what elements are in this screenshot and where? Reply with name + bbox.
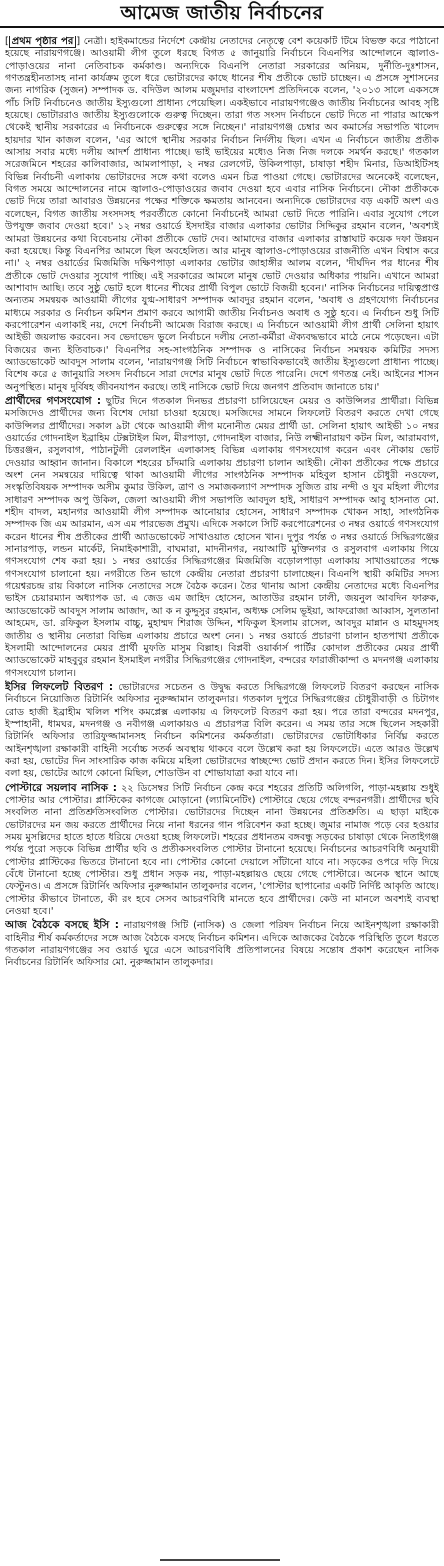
paragraph-2: [5, 395, 439, 680]
headline: আমেজ জাতীয় নির্বাচনের: [0, 0, 444, 26]
continuation-tag: প্রথম পৃষ্ঠার পর: [9, 36, 77, 48]
paragraph-text: ২২ ডিসেম্বর সিটি নির্বাচন কেন্দ্র করে শহরের প্রতিটি অলিগলি, পাড়া-মহল্লায় শুধুই পোস্টার আর পোস্টার। প্লাস্টিকের কাগজে মোড়ানো (ল্যামিনেটিং) পোস্টারে ছেয়ে গেছে বন্দরনগরী। প্রার্থীদের ছবি সংবলিত নানা প্রতিশ্রুতিসংবলিত পোস্টার। ভোটারদের দিচ্ছেন নানা উন্নয়নের প্রতিশ্রুতি। এ ছাড়া মাইকে ভোটারদের মন জয় করতে প্রার্থীদের নিয়ে নানা ধরনের গান পরিবেশন করা হচ্ছে। জুমার নামাজ পড়ে বের হওয়ার সময় মুসল্লিদের হাতে হাতে ধরিয়ে দেওয়া হচ্ছে লিফলেট। শহরের প্রধানতম বঙ্গবন্ধু সড়কের চাষাড়া থেকে নিতাইগঞ্জ পর্যন্ত পুরো সড়কে বিভিন্ন প্রার্থীর ছবি ও প্রতীকসংবলিত পোস্টার টানানো হয়েছে। নির্বাচনের আচরণবিধি অনুযায়ী পোস্টার প্লাস্টিকের ভিতরে টানানো হবে না। পোস্টার কোনো দেয়ালে সাঁটানো যাবে না। সড়কের ওপরে দড়ি দিয়ে বেঁধে টানানো হচ্ছে পোস্টার। শুধু প্রধান সড়ক নয়, পাড়া-মহল্লায়ও ছেয়ে গেছে পোস্টারে। অনেক স্থানে আছে ফেস্টুনও। এ প্রসঙ্গে রিটার্নিং অফিসার নুরুজ্জামান তালুকদার বলেন, 'পোস্টার ছাপানোর একটি নির্দিষ্ট আকৃতি আছে। পোস্টার কীভাবে টানাতে, কী রং হবে সেসব আচরণবিধি মানতে হবে প্রার্থীদের। কেউ না মানলে অবশ্যই ব্যবস্থা নেওয়া হবে।': [5, 782, 439, 918]
section-lead-leaflet: ইসির লিফলেট বিতরণ :: [5, 680, 114, 693]
paragraph-text: ভোটারদের সচেতন ও উদ্বুদ্ধ করতে সিদ্ধিরগঞ্জে লিফলেট বিতরণ করছেন নাসিক নির্বাচনে নিয়োজিত রিটার্নিং অফিসার নুরুজ্জামান তালুকদার। গতকাল দুপুরে সিদ্ধিরগঞ্জের চৌধুরীবাড়ী ও চিটাগং রোড হাজী ইব্রাহীম খলিল শপিং কমপ্লেক্স এলাকায় এ লিফলেট বিতরণ করা হয়। পরে তারা বন্দরের মদনপুর, ইস্পাহানী, ধামঘর, মদনগঞ্জ ও নবীগঞ্জ এলাকায়ও এ প্রচারপত্র বিলি করেন। এ সময় তার সঙ্গে ছিলেন সহকারী রিটার্নিং অফিসার তারিফুজ্জামানসহ নির্বাচন কমিশনের কর্মকর্তারা। ভোটারদের ভোটাধিকার নির্বিঘ্ন করতে আইনশৃঙ্খলা রক্ষাকারী বাহিনী সর্বোচ্চ সতর্ক অবস্থায় থাকবে বলে উল্লেখ করা হয় লিফলেটে। এতে আরও উল্লেখ করা হয়, ভোটের দিন সাংসারিক কাজ কমিয়ে মহিলা ভোটারদের স্বাচ্ছন্দ্যে ভোট প্রদান করতে দিন। ইসির লিফলেটে বলা হয়, ভোটের আগে কোনো মিছিল, শোডাউন বা শোভাযাত্রা করা যাবে না।: [5, 681, 439, 780]
paragraph-text: নারায়ণগঞ্জ সিটি (নাসিক) ও জেলা পরিষদ নির্বাচন নিয়ে আইনশৃঙ্খলা রক্ষাকারী বাহিনীর শীর্ষ কর্মকর্তাদের সঙ্গে আজ বৈঠকে বসছে নির্বাচন কমিশন। এদিকে আজকের বৈঠকে পরিস্থিতি তুলে ধরতে গতকাল নারায়ণগঞ্জের সব ওয়ার্ড ঘুরে এসে আচরণবিধি প্রতিপালনের বিষয়ে সন্তোষ প্রকাশ করেছেন নাসিক নির্বাচনের রিটার্নিং অফিসার মো. নুরুজ্জামান তালুকদার।: [5, 920, 439, 969]
paragraph-4: [5, 782, 439, 919]
section-lead-meeting: আজ বৈঠকে বসছে ইসি :: [5, 919, 119, 932]
article-body: [5, 36, 439, 1556]
bottom-rule: [160, 1559, 280, 1561]
paragraph-1: [ প্রথম পৃষ্ঠার পর ] নেত্রী। হাইকমান্ডের নির্দেশে কেন্দ্রীয় নেতাদের নেতৃত্বে বেশ কয়েকটি টিমে বিভক্ত করে পাঠানো হয়েছে নারায়ণগঞ্জে। আওয়ামী লীগ তুলে ধরছে বিগত ৫ জানুয়ারি নির্বাচনে বিএনপির আন্দোলনে জ্বালাও-পোড়াওয়ের নানা নেতিবাচক কর্মকাণ্ড। অন্যদিকে বিএনপি নেতারা সরকারের অনিয়ম, দুর্নীতি-দুঃশাসন, গণতন্ত্রহীনতাসহ নানা কার্যক্রম তুলে ধরে ভোটারদের কাছে ধানের শীষ প্রতীকে ভোট চাচ্ছেন। এ প্রসঙ্গে সুশাসনের জন্য নাগরিক (সুজন) সম্পাদক ড. বদিউল আলম মজুমদার বাংলাদেশ প্রতিদিনকে বলেন, '২০১৩ সালে একসঙ্গে পাঁচ সিটি নির্বাচনেও জাতীয় ইস্যুগুলো প্রাধান্য পেয়েছিল। একইভাবে নারায়ণগঞ্জেও জাতীয় নির্বাচনের আবহ সৃষ্টি হয়েছে। ভোটাররাও জাতীয় ইস্যুগুলোকে গুরুত্ব দিচ্ছেন। তারা গত সংসদ নির্বাচনে ভোট দিতে না পারার আক্ষেপ থেকেই স্থানীয় সরকারের এ নির্বাচনকে গুরুত্বের সঙ্গে নিচ্ছেন।' নারায়ণগঞ্জ চেম্বার অব কমার্সের সভাপতি খালেদ হায়দার খান কাজল বলেন, 'এর আগে স্থানীয় সরকার নির্বাচন নির্দলীয় ছিল। এখন এ নির্বাচনে জাতীয় প্রতীক আসায় সবার মধ্যে দলীয় আদর্শ প্রাধান্য পাচ্ছে। ভাই ভাইয়ের মধ্যেও নিজ নিজ দলকে সমর্থন করছে।' গতকাল সরেজমিনে শহরের কালিবাজার, আমলাপাড়া, ২ নম্বর রেলগেট, উকিলপাড়া, চাষাড়া শহীদ মিনার, ডিআইটিসহ বিভিন্ন নির্বাচনী এলাকায় ভোটারদের সঙ্গে কথা বলেও এমন চিত্র পাওয়া গেছে। ভোটারদের অনেকেই বলেছেন, বিগত সময়ে আন্দোলনের নামে জ্বালাও-পোড়াওয়ের জবাব দেওয়া হবে এবার নাসিক নির্বাচনে। নৌকা প্রতীককে ভোট দিয়ে তারা আবারও উন্নয়নের পক্ষের শক্তিকে ক্ষমতায় আনবেন। অন্যদিকে ভোটারদের বড় একটি অংশ এও বলেছেন, বিগত জাতীয় সংসদসহ পরবর্তীতে কোনো নির্বাচনেই আমরা ভোট দিতে পারিনি। এবার সুযোগ পেলে উপযুক্ত জবাব দেওয়া হবে।' ১২ নম্বর ওয়ার্ডে ইসদাইর বাজার এলাকার ভোটার সিদ্দিকুর রহমান বলেন, 'অবশ্যই আমরা উন্নয়নের কথা বিবেচনায় নৌকা প্রতীকে ভোট দেব। আমাদের বাজার এলাকার রাস্তাঘাট কয়েক দফা উন্নয়ন করা হয়েছে। কিন্তু বিএনপির আমলে ছিল অবহেলিত। আর মানুষ জ্বালাও-পোড়াওয়ের রাজনীতি এখন বিশ্বাস করে না।' ২ নম্বর ওয়ার্ডের মিজমিজি দক্ষিণপাড়া এলাকার ভোটার জাহাঙ্গীর আলম বলেন, 'দীর্ঘদিন পর ধানের শীষ প্রতীকে ভোট দেওয়ার সুযোগ পাচ্ছি। এই সরকারের আমলে মানুষ ভোট দেওয়ার অধিকার পায়নি। এখানে আমরা আশাবাদ আছি। তবে সুষ্ঠু ভোট হলে ধানের শীষের প্রার্থী বিপুল ভোটে বিজয়ী হবেন।' নাসিক নির্বাচনের দায়িত্বপ্রাপ্ত অন্যতম সমন্বয়ক আওয়ামী লীগের যুগ্ম-সাধারণ সম্পাদক আবদুর রহমান বলেন, 'অবাধ ও গ্রহণযোগ্য নির্বাচনের মাধ্যমে সরকার ও নির্বাচন কমিশন প্রমাণ করবে আগামী জাতীয় নির্বাচনও অবাধ ও সুষ্ঠু হবে। এ নির্বাচন শুধু সিটি করপোরেশন এলাকাই নয়, দেশে নির্বাচনী আমেজ বিরাজ করছে। এ নির্বাচনে আওয়ামী লীগ প্রার্থী সেলিনা হায়াৎ আইভী জয়লাভ করবেন। সব ভেদাভেদ ভুলে নির্বাচনে দলীয় নেতা-কর্মীরা ঐক্যবদ্ধভাবে মাঠে নেমে পড়েছেন। এটা বিজয়ের জন্য ইতিবাচক।' বিএনপির সহ-সাংগঠনিক সম্পাদক ও নাসিকের নির্বাচন সমন্বয়ক কমিটির সদস্য অ্যাডভোকেট আবদুস সালাম বলেন, 'নারায়ণগঞ্জ সিটি নির্বাচনে স্বাভাবিকভাবেই জাতীয় ইস্যুগুলো প্রাধান্য পাচ্ছে। বিশেষ করে ৫ জানুয়ারি সংসদ নির্বাচনে সারা দেশের মানুষ ভোট দিতে পারেনি। দেশে গণতন্ত্র নেই। আইনের শাসন অনুপস্থিত। মানুষ দুর্বিষহ জীবনযাপন করছে। তাই নাসিকে ভোট দিয়ে জনগণ প্রতিবাদ জানাতে চায়।': [5, 36, 439, 393]
section-lead-poster: পোস্টারে সয়লাব নাসিক :: [5, 781, 117, 794]
paragraph-3: [5, 681, 439, 781]
paragraph-text: নেত্রী। হাইকমান্ডের নির্দেশে কেন্দ্রীয় নেতাদের নেতৃত্বে বেশ কয়েকটি টিমে বিভক্ত করে পাঠানো হয়েছে নারায়ণগঞ্জে। আওয়ামী লীগ তুলে ধরছে বিগত ৫ জানুয়ারি নির্বাচনে বিএনপির আন্দোলনে জ্বালাও-পোড়াওয়ের নানা নেতিবাচক কর্মকাণ্ড। অন্যদিকে বিএনপি নেতারা সরকারের অনিয়ম, দুর্নীতি-দুঃশাসন, গণতন্ত্রহীনতাসহ নানা কার্যক্রম তুলে ধরে ভোটারদের কাছে ধানের শীষ প্রতীকে ভোট চাচ্ছেন। এ প্রসঙ্গে সুশাসনের জন্য নাগরিক (সুজন) সম্পাদক ড. বদিউল আলম মজুমদার বাংলাদেশ প্রতিদিনকে বলেন, '২০১৩ সালে একসঙ্গে পাঁচ সিটি নির্বাচনেও জাতীয় ইস্যুগুলো প্রাধান্য পেয়েছিল। একইভাবে নারায়ণগঞ্জেও জাতীয় নির্বাচনের আবহ সৃষ্টি হয়েছে। ভোটাররাও জাতীয় ইস্যুগুলোকে গুরুত্ব দিচ্ছেন। তারা গত সংসদ নির্বাচনে ভোট দিতে না পারার আক্ষেপ থেকেই স্থানীয় সরকারের এ নির্বাচনকে গুরুত্বের সঙ্গে নিচ্ছেন।' নারায়ণগঞ্জ চেম্বার অব কমার্সের সভাপতি খালেদ হায়দার খান কাজল বলেন, 'এর আগে স্থানীয় সরকার নির্বাচন নির্দলীয় ছিল। এখন এ নির্বাচনে জাতীয় প্রতীক আসায় সবার মধ্যে দলীয় আদর্শ প্রাধান্য পাচ্ছে। ভাই ভাইয়ের মধ্যেও নিজ নিজ দলকে সমর্থন করছে।' গতকাল সরেজমিনে শহরের কালিবাজার, আমলাপাড়া, ২ নম্বর রেলগেট, উকিলপাড়া, চাষাড়া শহীদ মিনার, ডিআইটিসহ বিভিন্ন নির্বাচনী এলাকায় ভোটারদের সঙ্গে কথা বলেও এমন চিত্র পাওয়া গেছে। ভোটারদের অনেকেই বলেছেন, বিগত সময়ে আন্দোলনের নামে জ্বালাও-পোড়াওয়ের জবাব দেওয়া হবে এবার নাসিক নির্বাচনে। নৌকা প্রতীককে ভোট দিয়ে তারা আবারও উন্নয়নের পক্ষের শক্তিকে ক্ষমতায় আনবেন। অন্যদিকে ভোটারদের বড় একটি অংশ এও বলেছেন, বিগত জাতীয় সংসদসহ পরবর্তীতে কোনো নির্বাচনেই আমরা ভোট দিতে পারিনি। এবার সুযোগ পেলে উপযুক্ত জবাব দেওয়া হবে।' ১২ নম্বর ওয়ার্ডে ইসদাইর বাজার এলাকার ভোটার সিদ্দিকুর রহমান বলেন, 'অবশ্যই আমরা উন্নয়নের কথা বিবেচনায় নৌকা প্রতীকে ভোট দেব। আমাদের বাজার এলাকার রাস্তাঘাট কয়েক দফা উন্নয়ন করা হয়েছে। কিন্তু বিএনপির আমলে ছিল অবহেলিত। আর মানুষ জ্বালাও-পোড়াওয়ের রাজনীতি এখন বিশ্বাস করে না।' ২ নম্বর ওয়ার্ডের মিজমিজি দক্ষিণপাড়া এলাকার ভোটার জাহাঙ্গীর আলম বলেন, 'দীর্ঘদিন পর ধানের শীষ প্রতীকে ভোট দেওয়ার সুযোগ পাচ্ছি। এই সরকারের আমলে মানুষ ভোট দেওয়ার অধিকার পায়নি। এখানে আমরা আশাবাদ আছি। তবে সুষ্ঠু ভোট হলে ধানের শীষের প্রার্থী বিপুল ভোটে বিজয়ী হবেন।' নাসিক নির্বাচনের দায়িত্বপ্রাপ্ত অন্যতম সমন্বয়ক আওয়ামী লীগের যুগ্ম-সাধারণ সম্পাদক আবদুর রহমান বলেন, 'অবাধ ও গ্রহণযোগ্য নির্বাচনের মাধ্যমে সরকার ও নির্বাচন কমিশন প্রমাণ করবে আগামী জাতীয় নির্বাচনও অবাধ ও সুষ্ঠু হবে। এ নির্বাচন শুধু সিটি করপোরেশন এলাকাই নয়, দেশে নির্বাচনী আমেজ বিরাজ করছে। এ নির্বাচনে আওয়ামী লীগ প্রার্থী সেলিনা হায়াৎ আইভী জয়লাভ করবেন। সব ভেদাভেদ ভুলে নির্বাচনে দলীয় নেতা-কর্মীরা ঐক্যবদ্ধভাবে মাঠে নেমে পড়েছেন। এটা বিজয়ের জন্য ইতিবাচক।' বিএনপির সহ-সাংগঠনিক সম্পাদক ও নাসিকের নির্বাচন সমন্বয়ক কমিটির সদস্য অ্যাডভোকেট আবদুস সালাম বলেন, 'নারায়ণগঞ্জ সিটি নির্বাচনে স্বাভাবিকভাবেই জাতীয় ইস্যুগুলো প্রাধান্য পাচ্ছে। বিশেষ করে ৫ জানুয়ারি সংসদ নির্বাচনে সারা দেশের মানুষ ভোট দিতে পারেনি। দেশে গণতন্ত্র নেই। আইনের শাসন অনুপস্থিত। মানুষ দুর্বিষহ জীবনযাপন করছে। তাই নাসিকে ভোট দিয়ে জনগণ প্রতিবাদ জানাতে চায়।': [5, 36, 439, 393]
paragraph-text: ছুটির দিনে গতকাল দিনভর প্রচারণা চালিয়েছেন মেয়র ও কাউন্সিলর প্রার্থীরা। বিভিন্ন মসজিদেও প্রার্থীদের জন্য বিশেষ দোয়া চাওয়া হয়েছে। মসজিদের সামনে লিফলেট বিতরণ করতে দেখা গেছে কাউন্সিলর প্রার্থীদের। সকাল ৯টা থেকে আওয়ামী লীগ মনোনীত মেয়র প্রার্থী ডা. সেলিনা হায়াৎ আইভী ১০ নম্বর ওয়ার্ডের গোদনাইল ইব্রাহিম টেক্সটাইল মিল, মীরপাড়া, গোদনাইল বাজার, নিউ লক্ষ্মীনারায়ণ কটন মিল, আরামবাগ, চিত্তরঞ্জন, রসুলবাগ, পাঠানটুলী রেললাইন এলাকাসহ বিভিন্ন এলাকায় গণসংযোগ করেন এবং নৌকায় ভোট দেওয়ার আহ্বান জানান। বিকালে শহরের চাঁদমারি এলাকায় প্রচারণা চালান আইভী। নৌকা প্রতীকের পক্ষে প্রচারে অংশ নেন সমন্বয়ের দায়িত্বে থাকা আওয়ামী লীগের সাংগঠনিক সম্পাদক মহিবুল হাসান চৌধুরী নওফেল, সংস্কৃতিবিষয়ক সম্পাদক অসীম কুমার উকিল, ত্রাণ ও সমাজকল্যাণ সম্পাদক সুজিত রায় নন্দী ও যুব মহিলা লীগের সাধারণ সম্পাদক অপু উকিল, জেলা আওয়ামী লীগ সভাপতি আবদুল হাই, সাধারণ সম্পাদক আবু হাসনাত মো. শহীদ বাদল, মহানগর আওয়ামী লীগ সম্পাদক আনোয়ার হোসেন, সাধারণ সম্পাদক খোকন সাহা, সাংগঠনিক সম্পাদক জি এম আরমান, এস এম পারভেজ প্রমুখ। এদিকে সকালে সিটি করপোরেশনের ৩ নম্বর ওয়ার্ডে গণসংযোগ করেন ধানের শীষ প্রতীকের প্রার্থী অ্যাডভোকেট সাখাওয়াত হোসেন খান। দুপুর পর্যন্ত ৩ নম্বর ওয়ার্ডে সিদ্ধিরগঞ্জের সানারপাড়, লন্ডন মার্কেট, নিমাইকাশারী, বাঘমারা, মাদনীনগর, নয়াআটি মুক্তিনগর ও রসুলবাগ এলাকায় গিয়ে গণসংযোগ শেষ করা হয়। ১ নম্বর ওয়ার্ডের সিদ্ধিরগঞ্জের মিজমিজি বড়োলপাড়া এলাকায় সাখাওয়াতের পক্ষে গণসংযোগ চালানো হয়। নগরীতে তিন ভাগে কেন্দ্রীয় নেতারা প্রচারণা চালাচ্ছেন। বিএনপি স্থায়ী কমিটির সদস্য গয়েশ্বরচন্দ্র রায় বিকালে নাসিক নেতাদের সঙ্গে বৈঠক করেন। তৈর থানায় আসা কেন্দ্রীয় নেতাদের মধ্যে বিএনপির ভাইস চেয়ারম্যান অধ্যাপক ডা. এ জেড এম জাহিদ হোসেন, আতাউর রহমান ঢালী, জয়নুল আবদিন ফারুক, অ্যাডভোকেট আবদুস সালাম আজাদ, আ ক ন কুদ্দুসুর রহমান, অধ্যক্ষ সেলিম ভূইয়া, আফরোজা আব্বাস, সুলতানা আহমেদ, ডা. রফিকুল ইসলাম বাচ্চু, মুহাম্মদ শিরাজ উদ্দিন, শফিকুল ইসলাম রাসেল, আবদুর মান্নান ও মাহমুদসহ জাতীয় ও স্থানীয় নেতারা বিভিন্ন এলাকায় প্রচারে অংশ নেন। ১ নম্বর ওয়ার্ডে প্রচারণা চালান হাতপাখা প্রতীকে ইসলামী আন্দোলনের মেয়র প্রার্থী মুফতি মাসুম বিল্লাহ। বিপ্লবী ওয়ার্কার্স পার্টির কোদাল প্রতীকের মেয়র প্রার্থী অ্যাডভোকেট মাহবুবুর রহমান ইসমাইল নগরীর সিদ্ধিরগঞ্জের গোদনাইল, বন্দরের ফারাজীকান্দা ও মদনগঞ্জ এলাকায় গণসংযোগ চালান।: [5, 395, 439, 679]
paragraph-5: [5, 919, 439, 969]
headline-band: [0, 0, 444, 30]
headline-rule: [0, 26, 444, 28]
section-lead-campaign: প্রার্থীদের গণসংযোগ :: [5, 394, 102, 407]
